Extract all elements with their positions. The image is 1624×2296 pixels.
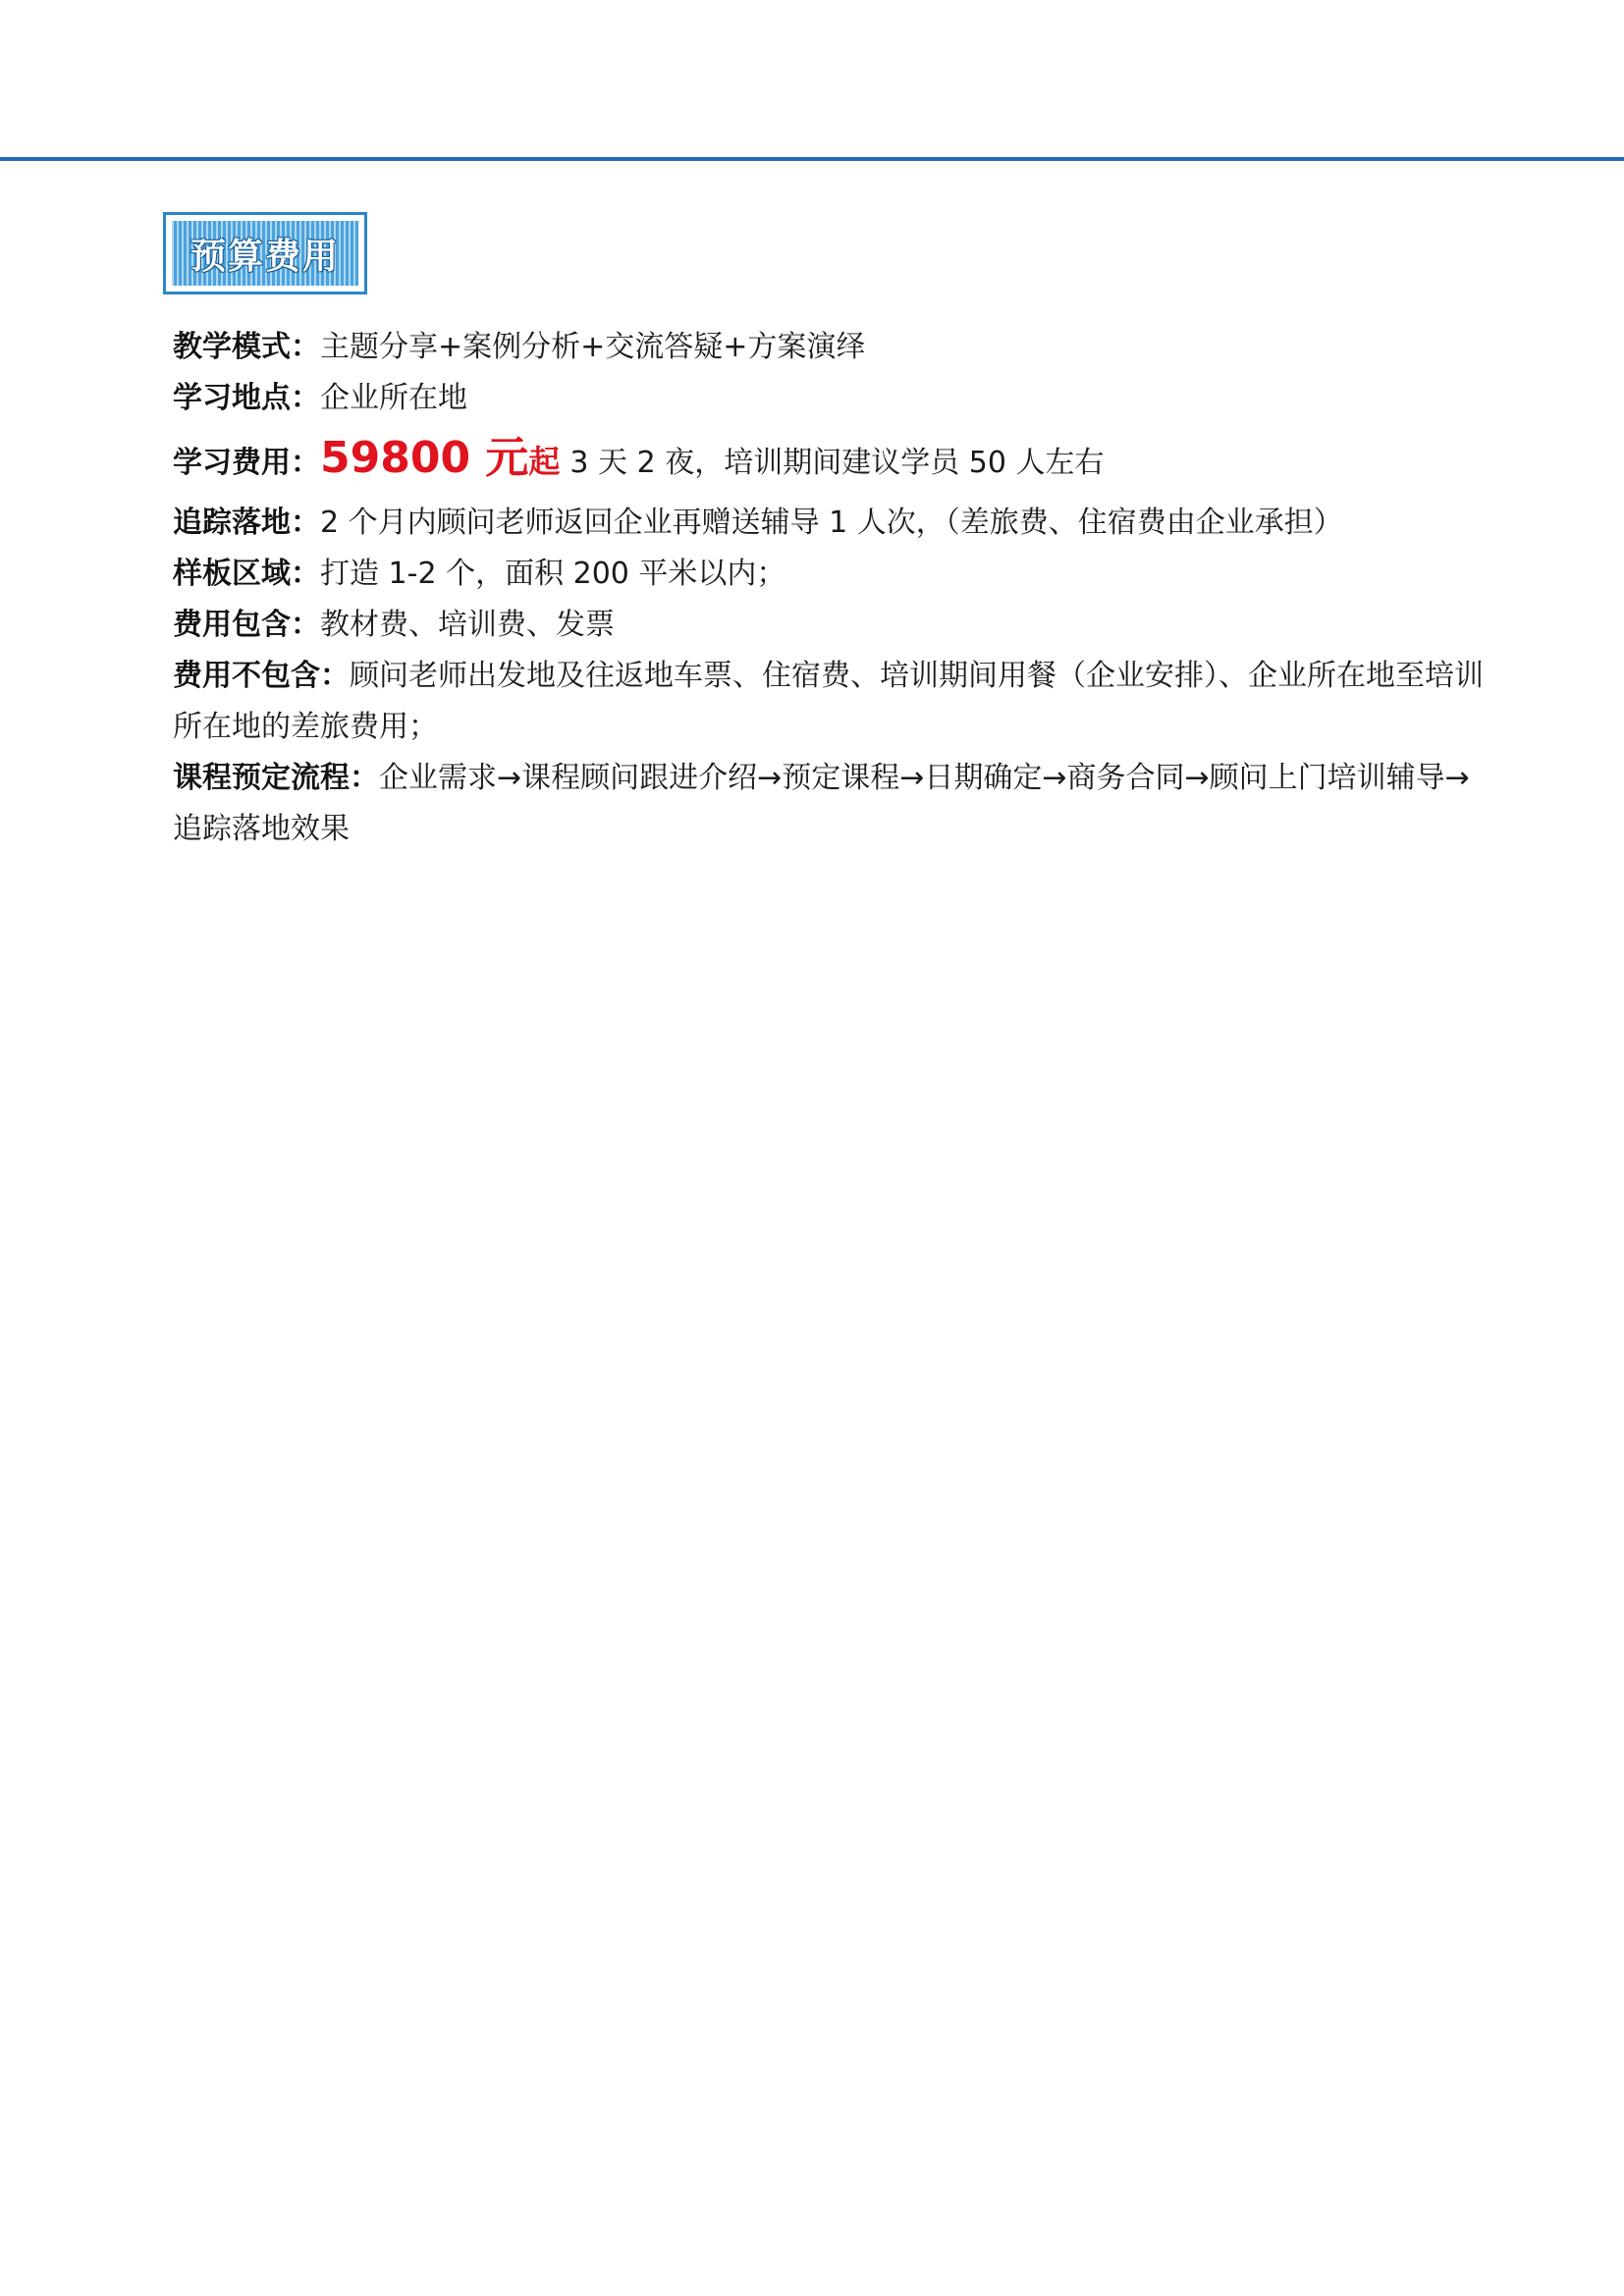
excluded-label: 费用不包含： bbox=[173, 659, 350, 693]
row-excluded bbox=[173, 651, 1489, 753]
included-label: 费用包含： bbox=[173, 608, 320, 642]
process-label: 课程预定流程： bbox=[173, 761, 379, 795]
excluded-value: 顾问老师出发地及往返地车票、住宿费、培训期间用餐（企业安排）、企业所在地至培训所在地的差旅费用； bbox=[173, 659, 1484, 744]
section-title: 预算费用 bbox=[189, 236, 340, 277]
fee-amount: 59800 元 bbox=[320, 433, 529, 483]
process-value: 企业需求→课程顾问跟进介绍→预定课程→日期确定→商务合同→顾问上门培训辅导→追踪落地效果 bbox=[173, 761, 1470, 846]
header-divider-line bbox=[0, 157, 1624, 161]
row-teaching-mode bbox=[173, 322, 1489, 373]
row-included bbox=[173, 600, 1489, 651]
row-fee bbox=[173, 424, 1489, 498]
row-follow-up bbox=[173, 498, 1489, 549]
location-label: 学习地点： bbox=[173, 381, 320, 415]
row-location bbox=[173, 373, 1489, 424]
fee-amount-suffix: 起 bbox=[528, 443, 561, 480]
fee-details bbox=[173, 322, 1489, 855]
fee-detail: 3 天 2 夜，培训期间建议学员 50 人左右 bbox=[569, 446, 1105, 480]
row-process bbox=[173, 753, 1489, 855]
teaching-mode-label: 教学模式： bbox=[173, 330, 320, 364]
teaching-mode-value: 主题分享+案例分析+交流答疑+方案演绎 bbox=[320, 330, 866, 364]
follow-up-label: 追踪落地： bbox=[173, 506, 320, 540]
included-value: 教材费、培训费、发票 bbox=[320, 608, 615, 642]
section-badge-fill bbox=[172, 221, 358, 286]
location-value: 企业所在地 bbox=[320, 381, 467, 415]
fee-label: 学习费用： bbox=[173, 446, 320, 480]
sample-area-label: 样板区域： bbox=[173, 557, 320, 591]
row-sample-area bbox=[173, 549, 1489, 600]
section-badge bbox=[163, 212, 367, 294]
sample-area-value: 打造 1-2 个，面积 200 平米以内； bbox=[320, 557, 786, 591]
follow-up-value: 2 个月内顾问老师返回企业再赠送辅导 1 人次，（差旅费、住宿费由企业承担） bbox=[320, 506, 1343, 540]
